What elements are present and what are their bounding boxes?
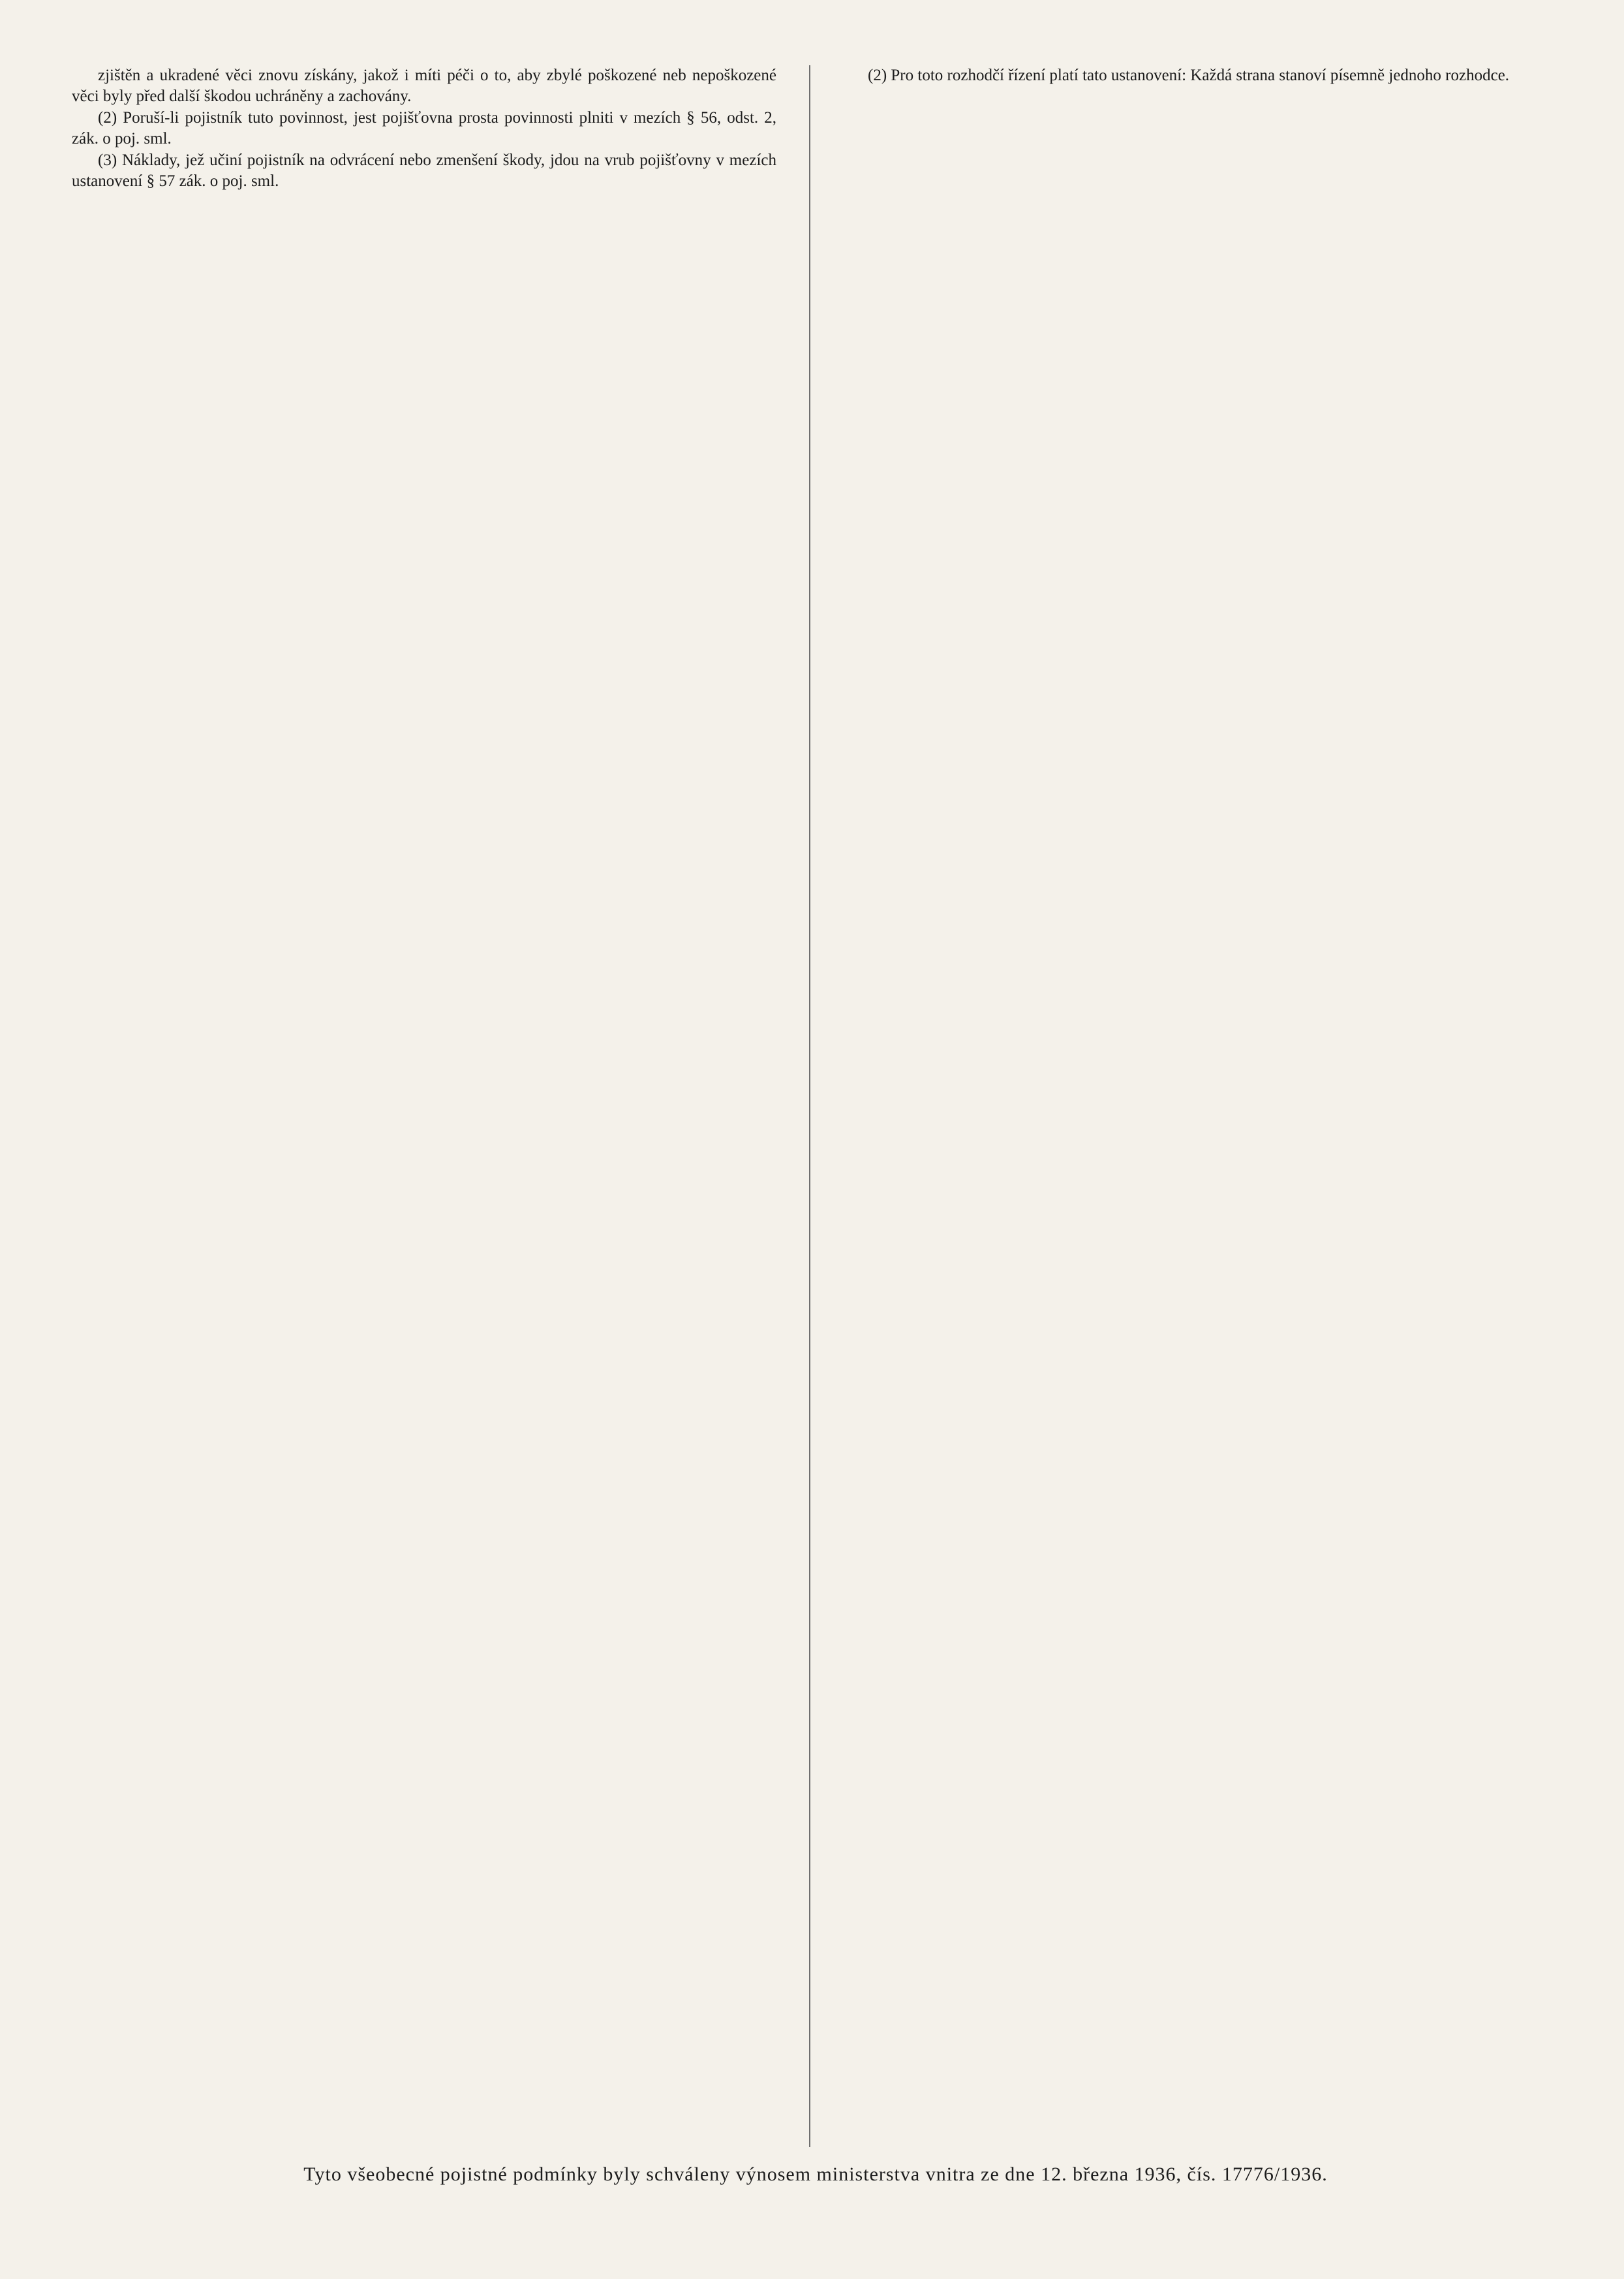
paragraph: zjištěn a ukradené věci znovu získány, jakož i míti péči o to, aby zbylé poškozené neb nepoškozené věci byly před další škodou uchráněny a zachovány. <box>72 67 776 105</box>
document-page <box>72 65 1559 2219</box>
left-column <box>72 65 776 193</box>
approval-footer: Tyto všeobecné pojistné podmínky byly schváleny výnosem ministerstva vnitra ze dne 12. března 1936, čís. 17776/1936. <box>303 2163 1328 2185</box>
right-column <box>842 65 1546 87</box>
paragraph: (2) Poruší-li pojistník tuto povinnost, jest pojišťovna prosta povinnosti plniti v mezích § 56, odst. 2, zák. o poj. sml. <box>72 109 776 147</box>
paragraph: (3) Náklady, jež učiní pojistník na odvrácení nebo zmenšení škody, jdou na vrub pojišťovny v mezích ustanovení § 57 zák. o poj. sml. <box>72 151 776 190</box>
column-divider <box>809 65 810 2147</box>
paragraph: (2) Pro toto rozhodčí řízení platí tato ustanovení: Každá strana stanoví písemně jednoho rozhodce. <box>868 67 1510 84</box>
